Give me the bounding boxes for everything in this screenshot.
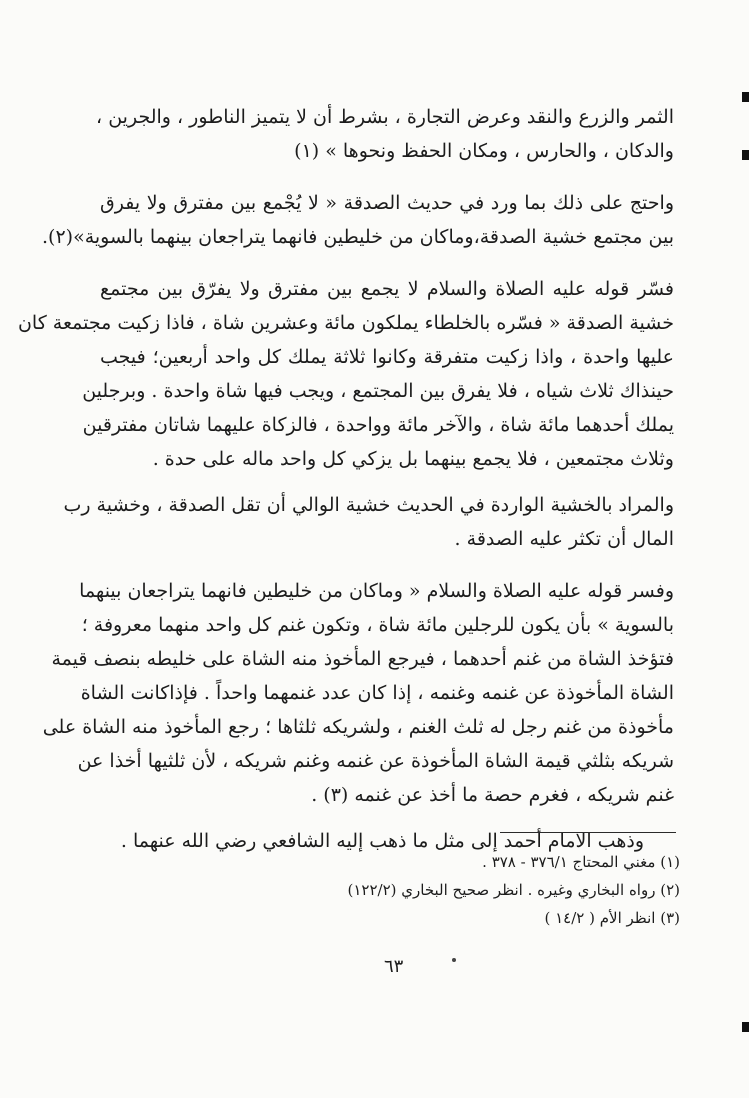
text-line: فسّر قوله عليه الصلاة والسلام لا يجمع بين مفترق ولا يفرّق بين مجتمع — [100, 278, 674, 300]
text-line: حينذاك ثلاث شياه ، فلا يفرق بين المجتمع ، ويجب فيها شاة واحدة . وبرجلين — [82, 380, 674, 402]
text-line: وذهب الامام أحمد إلى مثل ما ذهب إليه الشافعي رضي الله عنهما . — [120, 830, 644, 852]
scan-speck — [452, 958, 456, 962]
text-line: والدكان ، والحارس ، ومكان الحفظ ونحوها » (١) — [294, 140, 674, 162]
paragraph — [63, 488, 674, 556]
text-line: مأخوذة من غنم رجل له ثلث الغنم ، ولشريكه ثلثاها ؛ رجع المأخوذ منه الشاة على — [42, 716, 674, 738]
text-line: يملك أحدهما مائة شاة ، والآخر مائة وواحدة ، فالزكاة عليهما شاتان مفترقين — [82, 414, 674, 436]
text-line: الشاة المأخوذة عن غنمه وغنمه ، إذا كان عدد غنمهما واحداً . فإذاكانت الشاة — [80, 682, 674, 704]
footnotes — [300, 848, 680, 932]
paragraph — [42, 574, 674, 812]
text-line: المال أن تكثر عليه الصدقة . — [454, 528, 674, 550]
text-line: الثمر والزرع والنقد وعرض التجارة ، بشرط أن لا يتميز الناطور ، والجرين ، — [96, 106, 674, 128]
scan-edge-mark — [742, 1022, 749, 1032]
paragraph — [42, 186, 674, 254]
footnote: (١) مغني المحتاج ٣٧٦/١ - ٣٧٨ . — [482, 853, 680, 871]
text-line: عليها واحدة ، واذا زكيت متفرقة وكانوا ثلاثة يملك كل واحد أربعين؛ فيجب — [100, 346, 674, 368]
text-line: شريكه بثلثي قيمة الشاة المأخوذة عن غنمه وغنم شريكه ، لأن ثلثيها أخذا عن — [77, 750, 674, 772]
text-line: وثلاث مجتمعين ، فلا يجمع بينهما بل يزكي كل واحد ماله على حدة . — [152, 448, 674, 470]
paragraph — [96, 100, 674, 168]
text-line: بالسوية » بأن يكون للرجلين مائة شاة ، وتكون غنم كل واحد منهما معروفة ؛ — [81, 614, 674, 636]
text-line: فتؤخذ الشاة من غنم أحدهما ، فيرجع المأخوذ منه الشاة على خليطه بنصف قيمة — [51, 648, 674, 670]
text-line: واحتج على ذلك بما ورد في حديث الصدقة « لا يُجْمع بين مفترق ولا يفرق — [100, 192, 674, 214]
paragraph — [17, 272, 674, 476]
text-line: خشية الصدقة « فسّره بالخلطاء يملكون مائة وعشرين شاة ، فاذا زكيت مجتمعة كان — [17, 312, 674, 334]
text-line: بين مجتمع خشية الصدقة،وماكان من خليطين فانهما يتراجعان بينهما بالسوية»(٢). — [42, 226, 674, 248]
footnote: (٢) رواه البخاري وغيره . انظر صحيح البخاري (١٢٢/٢) — [347, 881, 680, 899]
footnote-divider — [500, 832, 676, 833]
page-number: ٦٣ — [384, 956, 404, 977]
text-line: وفسر قوله عليه الصلاة والسلام « وماكان من خليطين فانهما يتراجعان بينهما — [79, 580, 674, 602]
scan-edge-mark — [742, 150, 749, 160]
scan-edge-mark — [742, 92, 749, 102]
text-line: غنم شريكه ، فغرم حصة ما أخذ عن غنمه (٣) . — [311, 784, 674, 806]
text-line: والمراد بالخشية الواردة في الحديث خشية الوالي أن تقل الصدقة ، وخشية رب — [63, 494, 674, 516]
footnote: (٣) انظر الأم ( ١٤/٢ ) — [544, 909, 680, 927]
body-text — [17, 100, 674, 858]
